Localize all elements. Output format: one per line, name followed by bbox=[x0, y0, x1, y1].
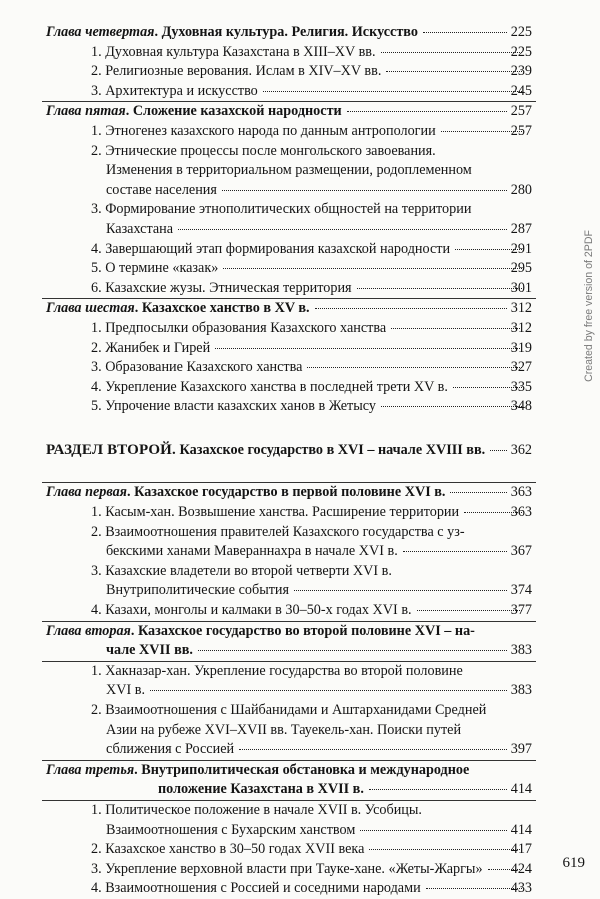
page-ref: 367 bbox=[510, 543, 532, 560]
chapter-title: . Внутриполитическая обстановка и международное bbox=[134, 761, 470, 778]
page-number: 619 bbox=[562, 855, 585, 871]
page-ref: 414 bbox=[510, 821, 532, 838]
toc-chapter-4[interactable] bbox=[46, 23, 532, 43]
table-of-contents bbox=[46, 23, 532, 899]
chapter-label: Глава первая bbox=[46, 484, 127, 501]
page-ref: 291 bbox=[510, 240, 532, 257]
chapter-title: . Казахское государство во второй половине XVI – на- bbox=[130, 622, 475, 639]
toc-section[interactable]: 5. О термине «казак» 295 bbox=[46, 259, 532, 279]
page-ref: 374 bbox=[510, 582, 532, 599]
toc-chapter-5[interactable] bbox=[46, 102, 532, 122]
part-label: РАЗДЕЛ ВТОРОЙ. bbox=[46, 441, 176, 458]
page-ref: 397 bbox=[510, 741, 532, 758]
toc-section[interactable]: 1. Хакназар-хан. Укрепление государства во второй половине XVI в. 383 bbox=[46, 662, 532, 701]
toc-section[interactable]: 2. Религиозные верования. Ислам в XIV–XV вв. 239 bbox=[46, 62, 532, 82]
toc-chapter-2-3[interactable]: Глава третья. Внутриполитическая обстановка и международное положение Казахстана в XVII в. 414 bbox=[46, 761, 532, 800]
page-ref: 245 bbox=[510, 82, 532, 99]
page-ref: 327 bbox=[510, 359, 532, 376]
part-title: Казахское государство в XVI – начале XVIII вв. bbox=[179, 441, 486, 458]
page-ref: 363 bbox=[510, 484, 532, 501]
toc-section[interactable]: 1. Этногенез казахского народа по данным антропологии 257 bbox=[46, 122, 532, 142]
toc-section[interactable]: 1. Касым-хан. Возвышение ханства. Расширение территории 363 bbox=[46, 503, 532, 523]
page-ref: 414 bbox=[510, 781, 532, 798]
page-ref: 335 bbox=[510, 378, 532, 395]
page-ref: 257 bbox=[510, 103, 532, 120]
toc-section[interactable]: 2. Жанибек и Гирей 319 bbox=[46, 339, 532, 359]
chapter-title: . Духовная культура. Религия. Искусство bbox=[154, 24, 418, 40]
toc-section[interactable]: 3. Казахские владетели во второй четверти XVI в. Внутриполитические события 374 bbox=[46, 562, 532, 601]
page-ref: 225 bbox=[510, 43, 532, 60]
chapter-label: Глава пятая bbox=[46, 103, 126, 120]
toc-section[interactable]: 3. Образование Казахского ханства 327 bbox=[46, 358, 532, 378]
page-ref: 362 bbox=[510, 441, 532, 458]
page-ref: 280 bbox=[510, 181, 532, 198]
page-ref: 295 bbox=[510, 260, 532, 277]
chapter-label: Глава третья bbox=[46, 761, 135, 778]
toc-section[interactable]: 3. Укрепление верховной власти при Тауке-хане. «Жеты-Жаргы» 424 bbox=[46, 860, 532, 880]
page-ref: 225 bbox=[510, 24, 532, 40]
page-ref: 363 bbox=[510, 504, 532, 521]
chapter-label: Глава вторая bbox=[46, 622, 131, 639]
page-ref: 287 bbox=[510, 220, 532, 237]
dot-leader bbox=[423, 32, 507, 33]
page-ref: 312 bbox=[510, 319, 532, 336]
toc-section[interactable]: 2. Взаимоотношения правителей Казахского государства с уз- бекскими ханами Мавераннахра в начале XVI в. 367 bbox=[46, 523, 532, 562]
toc-part-two[interactable] bbox=[46, 441, 532, 461]
toc-section[interactable]: 4. Казахи, монголы и калмаки в 30–50-х годах XVI в. 377 bbox=[46, 601, 532, 621]
page-ref: 383 bbox=[510, 642, 532, 659]
toc-section[interactable]: 4. Взаимоотношения с Россией и соседними народами 433 bbox=[46, 879, 532, 899]
toc-section[interactable]: 4. Завершающий этап формирования казахской народности 291 bbox=[46, 240, 532, 260]
toc-section[interactable]: 4. Укрепление Казахского ханства в последней трети XV в. 335 bbox=[46, 378, 532, 398]
page-ref: 433 bbox=[510, 880, 532, 897]
chapter-title: . Казахское государство в первой половине XVI в. bbox=[127, 484, 446, 501]
toc-section[interactable]: 3. Формирование этнополитических общностей на территории Казахстана 287 bbox=[46, 200, 532, 239]
page-ref: 383 bbox=[510, 682, 532, 699]
toc-section[interactable]: 3. Архитектура и искусство 245 bbox=[46, 82, 532, 102]
toc-section[interactable]: 1. Предпосылки образования Казахского ханства 312 bbox=[46, 319, 532, 339]
toc-chapter-6[interactable] bbox=[46, 299, 532, 319]
page-ref: 239 bbox=[510, 63, 532, 80]
chapter-title: . Сложение казахской народности bbox=[125, 103, 342, 120]
chapter-title: . Казахское ханство в XV в. bbox=[134, 300, 310, 317]
toc-section[interactable]: 1. Духовная культура Казахстана в XIII–XV вв. 225 bbox=[46, 43, 532, 63]
page-ref: 312 bbox=[510, 300, 532, 317]
toc-chapter-2-2[interactable]: Глава вторая. Казахское государство во второй половине XVI – на- чале XVII вв. 383 bbox=[46, 622, 532, 661]
toc-section[interactable]: 2. Этнические процессы после монгольского завоевания. Изменения в территориальном размещении, родоплеменном составе населения 280 bbox=[46, 142, 532, 201]
watermark: Created by free version of 2PDF bbox=[583, 230, 595, 382]
page-ref: 257 bbox=[510, 122, 532, 139]
page-ref: 424 bbox=[510, 860, 532, 877]
toc-section[interactable]: 2. Казахское ханство в 30–50 годах XVII века 417 bbox=[46, 840, 532, 860]
toc-section[interactable]: 6. Казахские жузы. Этническая территория 301 bbox=[46, 279, 532, 299]
page-ref: 377 bbox=[510, 602, 532, 619]
toc-section[interactable]: 1. Политическое положение в начале XVII в. Усобицы. Взаимоотношения с Бухарским ханством 414 bbox=[46, 801, 532, 840]
chapter-label: Глава шестая bbox=[46, 300, 135, 317]
chapter-label: Глава четвертая bbox=[46, 24, 155, 40]
page-ref: 348 bbox=[510, 398, 532, 415]
page-ref: 417 bbox=[510, 841, 532, 858]
toc-section[interactable]: 2. Взаимоотношения с Шайбанидами и Аштарханидами Средней Азии на рубеже XVI–XVII вв. Тауекель-хан. Поиски путей сближения с Россией 397 bbox=[46, 701, 532, 760]
page-ref: 319 bbox=[510, 339, 532, 356]
page-ref: 301 bbox=[510, 279, 532, 296]
toc-chapter-2-1[interactable] bbox=[46, 483, 532, 503]
toc-section[interactable]: 5. Упрочение власти казахских ханов в Жетысу 348 bbox=[46, 397, 532, 417]
